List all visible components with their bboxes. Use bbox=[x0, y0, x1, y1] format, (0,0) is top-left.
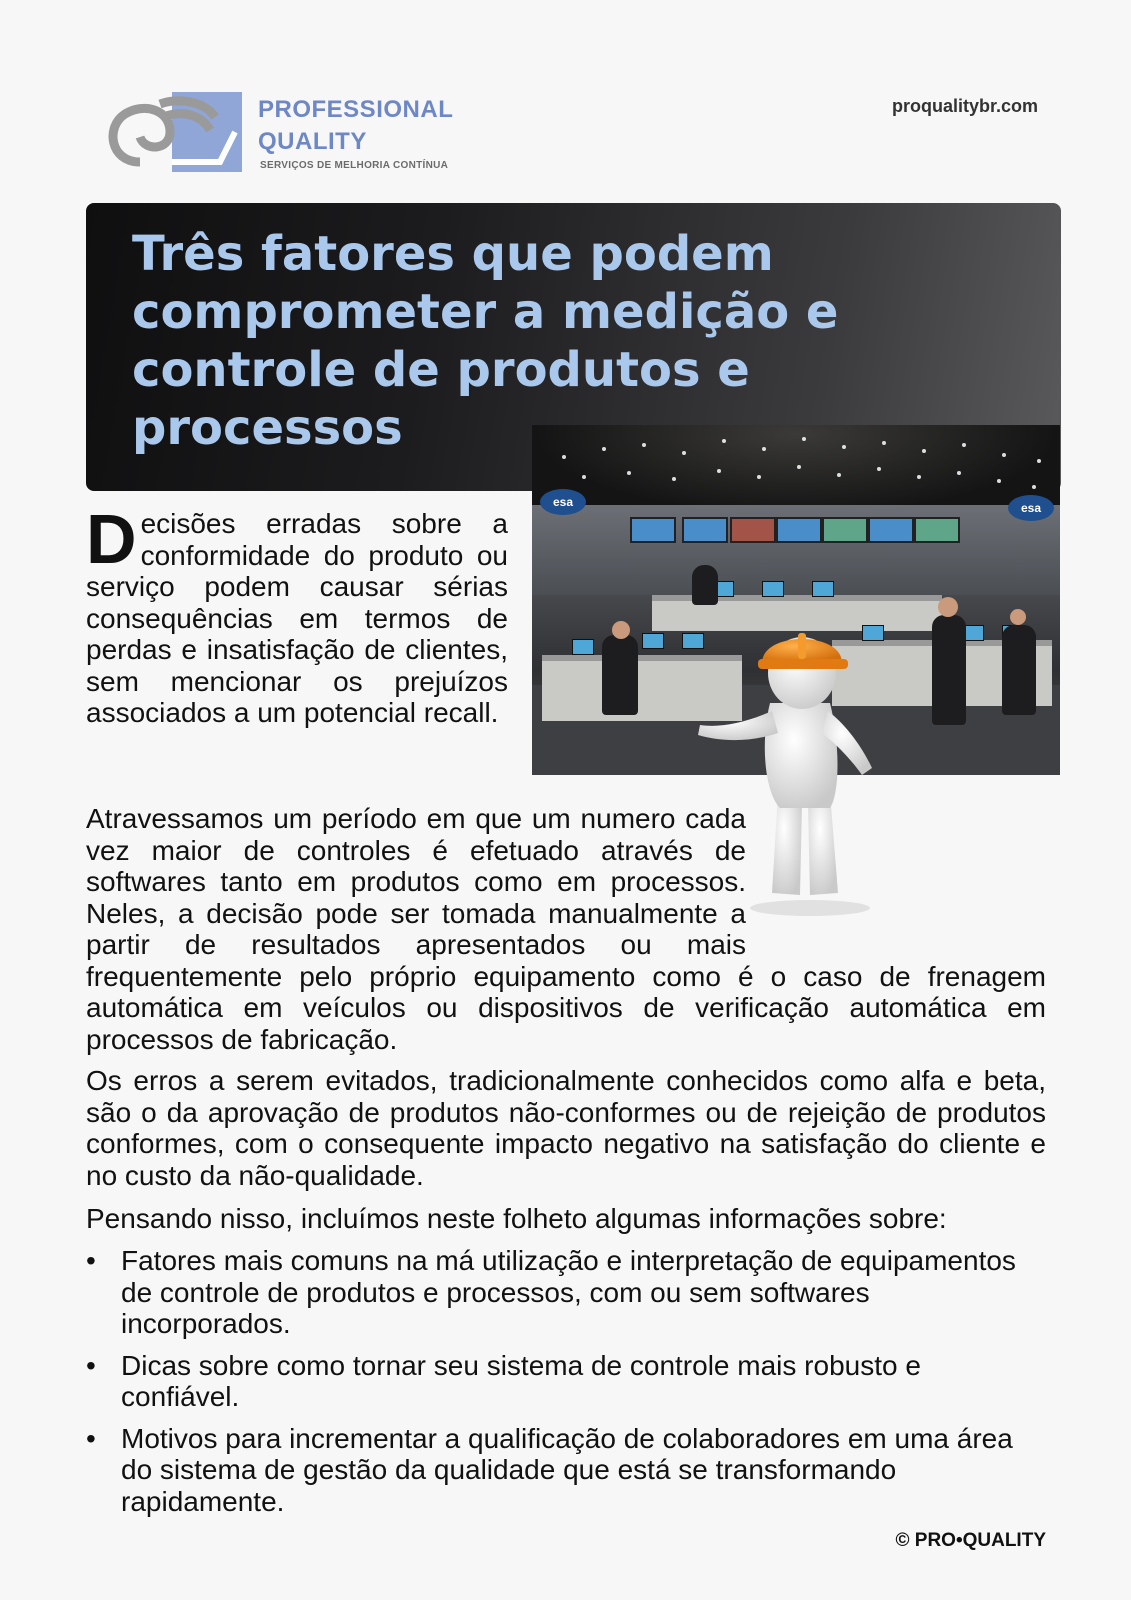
logo-tagline: SERVIÇOS DE MELHORIA CONTÍNUA bbox=[260, 160, 449, 171]
ceiling-light bbox=[797, 465, 801, 469]
wall-screen bbox=[776, 517, 822, 543]
logo-mark-icon bbox=[100, 92, 245, 172]
wall-screen bbox=[682, 517, 728, 543]
ceiling-light bbox=[837, 473, 841, 477]
operator-person bbox=[692, 565, 718, 605]
info-bullet-list bbox=[86, 1245, 1046, 1527]
drop-cap: D bbox=[86, 500, 137, 578]
ceiling-light bbox=[1032, 485, 1036, 489]
intro-paragraph-text: ecisões erradas sobre a conformidade do produto ou serviço podem causar sérias consequências em termos de perdas e insatisfação de clientes, sem mencionar os prejuízos associados a um potencial recall. bbox=[86, 508, 508, 728]
logo-wordmark-line1: PROFESSIONAL bbox=[258, 96, 454, 123]
wall-screen bbox=[730, 517, 776, 543]
ceiling-light bbox=[582, 475, 586, 479]
operator-head bbox=[612, 621, 630, 639]
console-monitor bbox=[762, 581, 784, 597]
ceiling-light bbox=[882, 441, 886, 445]
ceiling-light bbox=[957, 471, 961, 475]
wall-screen bbox=[914, 517, 960, 543]
copyright-notice: © PRO•QUALITY bbox=[895, 1530, 1046, 1551]
ceiling-light bbox=[762, 447, 766, 451]
paragraph-alpha-beta-errors: Os erros a serem evitados, tradicionalmente conhecidos como alfa e beta, são o da aprovação de produtos não-conformes ou de rejeição de produtos conformes, com o consequente impacto negativo na satisfação do cliente e no custo da não-qualidade. bbox=[86, 1065, 1046, 1191]
ceiling-light bbox=[922, 449, 926, 453]
operator-person bbox=[602, 635, 638, 715]
console-monitor bbox=[572, 639, 594, 655]
list-item bbox=[86, 1245, 1046, 1340]
operator-head bbox=[938, 597, 958, 617]
console-monitor bbox=[812, 581, 834, 597]
bullet-dot-icon: • bbox=[86, 1245, 96, 1276]
operator-person bbox=[932, 615, 966, 725]
bullet-dot-icon: • bbox=[86, 1349, 96, 1381]
paragraph-software-controls-text: Atravessamos um período em que um numero cada vez maior de controles é efetuado através de softwares tanto em produtos como em processos. Neles, a decisão pode ser tomada manualmente a partir de resultados apresentados ou mais frequentemente pelo próprio equipamento como é o caso de frenagem automática em veículos ou dispositivos de verificação automática em processos de fabricação. bbox=[86, 803, 1046, 1055]
list-item-text: Dicas sobre como tornar seu sistema de controle mais robusto e confiável. bbox=[121, 1349, 921, 1412]
ceiling-light bbox=[917, 475, 921, 479]
ceiling-light bbox=[722, 439, 726, 443]
list-item-text: Fatores mais comuns na má utilização e interpretação de equipamentos de controle de produtos e processos, com ou sem softwares incorporados. bbox=[121, 1245, 1016, 1339]
list-item-text: Motivos para incrementar a qualificação de colaboradores em uma área do sistema de gestão da qualidade que está se transformando rapidamente. bbox=[121, 1422, 1013, 1517]
esa-logo-left: esa bbox=[540, 489, 586, 515]
ceiling-light bbox=[682, 451, 686, 455]
list-item bbox=[86, 1350, 1046, 1413]
ceiling-light bbox=[642, 443, 646, 447]
wall-screen bbox=[868, 517, 914, 543]
paragraph-software-controls bbox=[86, 803, 1046, 1055]
list-item bbox=[86, 1423, 1046, 1518]
page-title: Três fatores que podem comprometer a medição e controle de produtos e processos bbox=[132, 226, 839, 456]
console-monitor bbox=[642, 633, 664, 649]
company-logo bbox=[100, 90, 480, 180]
ceiling-light bbox=[717, 469, 721, 473]
ceiling-light bbox=[962, 443, 966, 447]
ceiling-light bbox=[1002, 453, 1006, 457]
operator-person bbox=[1002, 625, 1036, 715]
ceiling-light bbox=[877, 467, 881, 471]
ceiling-light bbox=[802, 437, 806, 441]
ceiling-light bbox=[1037, 459, 1041, 463]
ceiling-light bbox=[627, 471, 631, 475]
photo-ceiling bbox=[532, 425, 1060, 515]
esa-logo-right: esa bbox=[1008, 495, 1054, 521]
intro-paragraph bbox=[86, 500, 508, 729]
wall-screen bbox=[630, 517, 676, 543]
ceiling-light bbox=[997, 479, 1001, 483]
ceiling-light bbox=[672, 477, 676, 481]
text-wrap-spacer bbox=[746, 803, 1046, 931]
logo-wordmark-line2: QUALITY bbox=[258, 128, 367, 155]
bullet-dot-icon: • bbox=[86, 1422, 96, 1454]
ceiling-light bbox=[562, 455, 566, 459]
ceiling-light bbox=[842, 445, 846, 449]
operator-head bbox=[1010, 609, 1026, 625]
paragraph-intro-list: Pensando nisso, incluímos neste folheto algumas informações sobre: bbox=[86, 1203, 947, 1234]
ceiling-light bbox=[757, 475, 761, 479]
site-url[interactable]: proqualitybr.com bbox=[891, 96, 1038, 116]
wall-screen bbox=[822, 517, 868, 543]
ceiling-light bbox=[602, 447, 606, 451]
